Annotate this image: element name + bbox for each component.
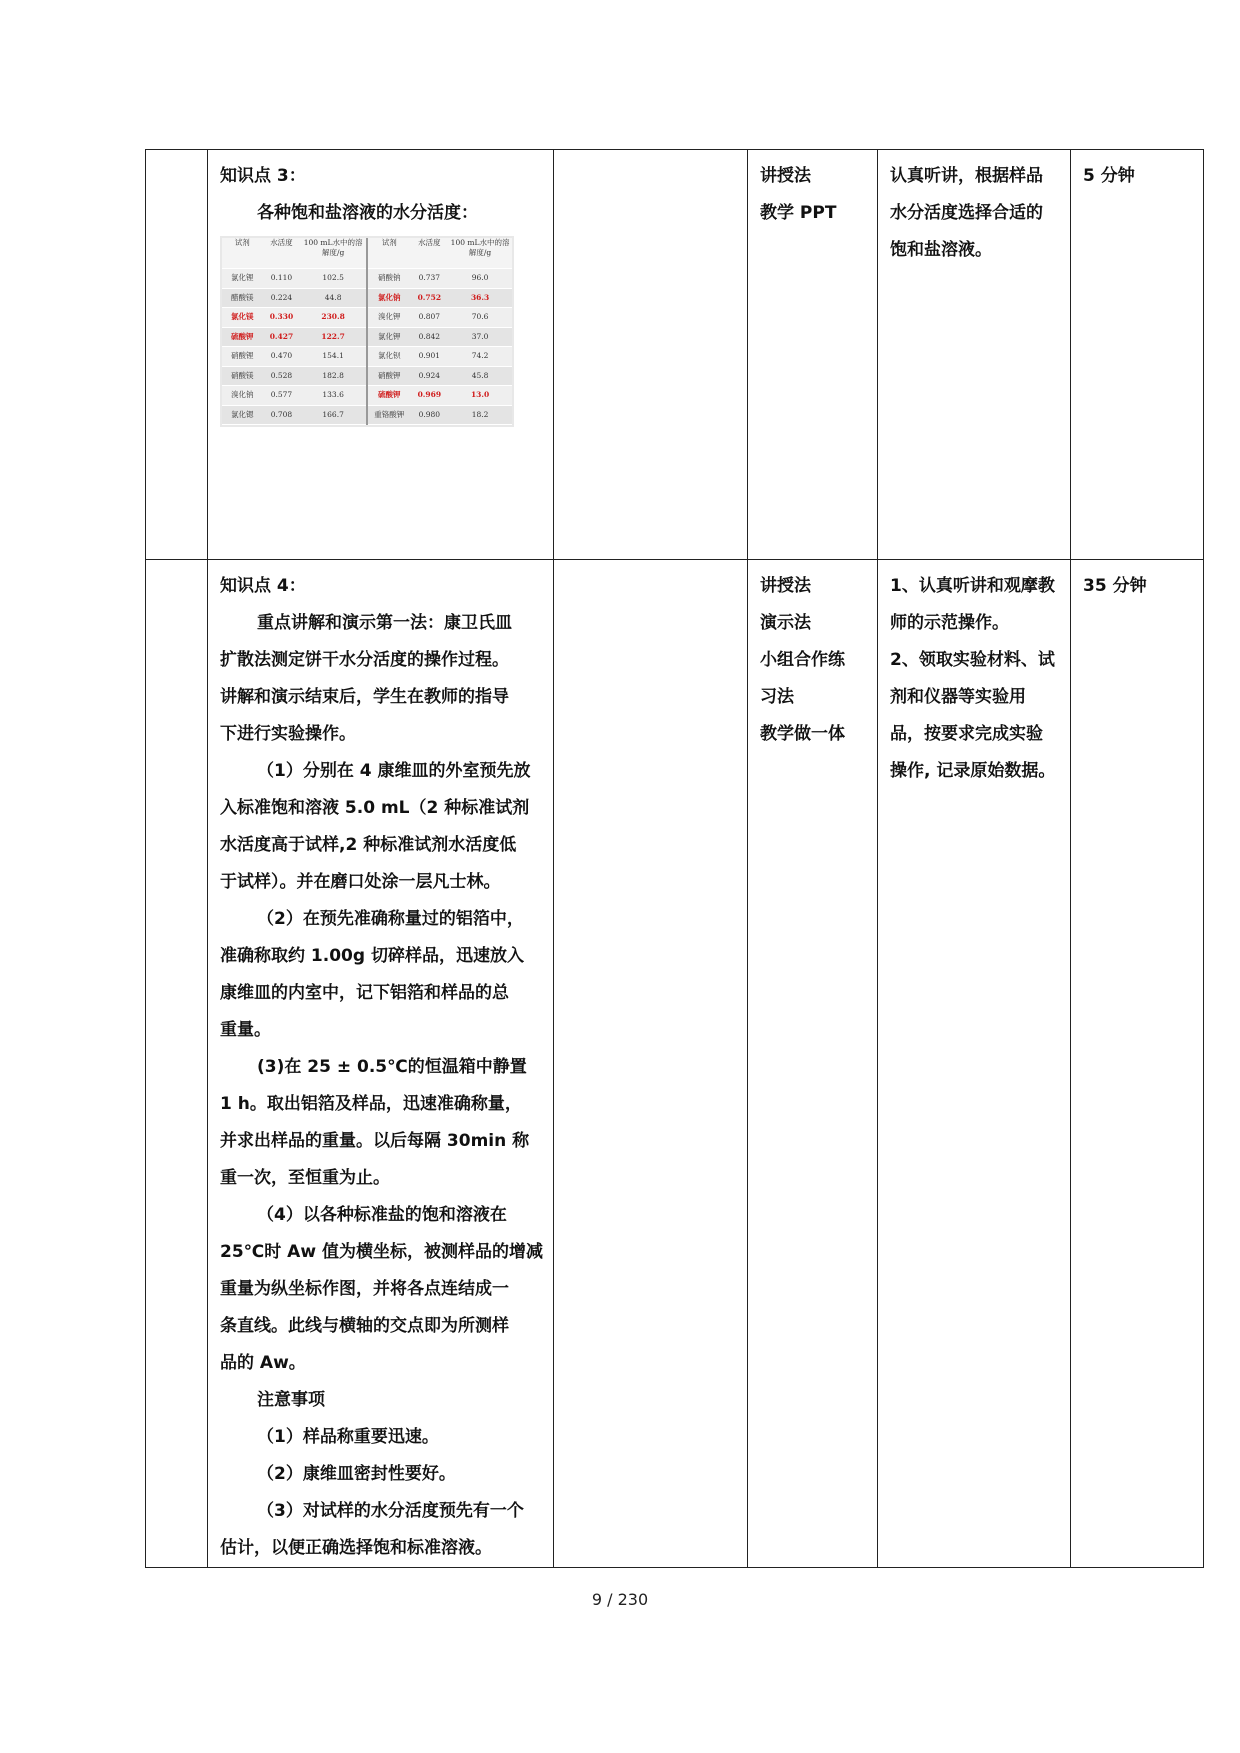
mini-table-cell: 0.110 — [263, 269, 301, 289]
content-line: 条直线。此线与横轴的交点即为所测样 — [220, 1316, 509, 1336]
content-line: 重量。 — [220, 1020, 271, 1040]
mini-table-cell: 0.842 — [410, 327, 448, 347]
content-cell — [208, 150, 554, 560]
empty-cell — [554, 150, 748, 560]
mini-table-row — [222, 366, 512, 386]
content-line: 注意事项 — [257, 1390, 325, 1410]
mini-table-cell: 0.752 — [410, 288, 448, 308]
salt-water-activity-table-image — [220, 236, 514, 427]
mini-table-cell: 硫酸钾 — [222, 327, 263, 347]
mini-table-cell: 96.0 — [448, 269, 512, 289]
mini-table-cell: 0.427 — [263, 327, 301, 347]
mini-table-cell: 硝酸钠 — [367, 269, 411, 289]
content-line: 于试样）。并在磨口处涂一层凡士林。 — [220, 872, 501, 892]
student-activity-line: 师的示范操作。 — [890, 613, 1009, 633]
mini-table-cell: 氯化镁 — [222, 308, 263, 328]
content-line: 并求出样品的重量。以后每隔 30min 称 — [220, 1131, 530, 1151]
mini-table-cell: 0.577 — [263, 386, 301, 406]
knowledge-point-title: 知识点 3： — [220, 166, 306, 186]
student-activity-line: 操作, 记录原始数据。 — [890, 761, 1056, 781]
mini-table-cell: 硫酸钾 — [367, 386, 411, 406]
student-activity-cell — [878, 150, 1071, 560]
empty-cell — [146, 150, 208, 560]
mini-table-row — [222, 405, 512, 425]
student-activity-line: 剂和仪器等实验用 — [890, 687, 1026, 707]
content-line: 扩散法测定饼干水分活度的操作过程。 — [220, 650, 509, 670]
content-line: 估计，以便正确选择饱和标准溶液。 — [220, 1538, 492, 1558]
content-line: 水活度高于试样,2 种标准试剂水活度低 — [220, 835, 517, 855]
mini-table-cell: 122.7 — [300, 327, 367, 347]
mini-table-cell: 70.6 — [448, 308, 512, 328]
knowledge-point-title: 知识点 4： — [220, 576, 306, 596]
mini-table-cell: 45.8 — [448, 366, 512, 386]
mini-table-cell: 硝酸钾 — [367, 366, 411, 386]
student-activity-line: 认真听讲，根据样品 — [890, 166, 1043, 186]
mini-table-header-cell: 试剂 — [222, 238, 263, 269]
content-line: 重点讲解和演示第一法：康卫氏皿 — [257, 613, 512, 633]
methods-cell — [748, 150, 878, 560]
mini-table-cell: 0.224 — [263, 288, 301, 308]
mini-table-cell: 硝酸锂 — [222, 347, 263, 367]
content-line: （2）康维皿密封性要好。 — [257, 1464, 456, 1484]
content-line: （1）样品称重要迅速。 — [257, 1427, 439, 1447]
knowledge-point-subtitle: 各种饱和盐溶液的水分活度： — [257, 203, 478, 223]
content-line: 1 h。取出铝箔及样品，迅速准确称量， — [220, 1094, 522, 1114]
mini-table-header-cell: 水活度 — [410, 238, 448, 269]
content-line: （2）在预先准确称量过的铝箔中， — [257, 909, 524, 929]
teaching-method: 教学做一体 — [760, 724, 845, 744]
content-line: （3）对试样的水分活度预先有一个 — [257, 1501, 524, 1521]
mini-table-cell: 230.8 — [300, 308, 367, 328]
mini-table-cell: 0.737 — [410, 269, 448, 289]
teaching-method: 教学 PPT — [760, 203, 837, 223]
student-activity-line: 1、认真听讲和观摩教 — [890, 576, 1055, 596]
content-line: 重量为纵坐标作图，并将各点连结成一 — [220, 1279, 509, 1299]
time-allocation: 5 分钟 — [1083, 166, 1135, 186]
mini-table-cell: 氯化钠 — [367, 288, 411, 308]
mini-table-cell: 溴化钾 — [367, 308, 411, 328]
mini-table-cell: 0.969 — [410, 386, 448, 406]
empty-cell — [146, 560, 208, 1568]
mini-table-header-cell: 100 mL水中的溶解度/g — [448, 238, 512, 269]
mini-table-cell: 重铬酸钾 — [367, 405, 411, 425]
content-line: （1）分别在 4 康维皿的外室预先放 — [257, 761, 531, 781]
mini-table-cell: 36.3 — [448, 288, 512, 308]
content-line: 品的 Aw。 — [220, 1353, 306, 1373]
mini-table-cell: 18.2 — [448, 405, 512, 425]
mini-table-row — [222, 288, 512, 308]
teaching-method: 讲授法 — [760, 166, 811, 186]
mini-table-row — [222, 327, 512, 347]
mini-table-cell: 74.2 — [448, 347, 512, 367]
mini-table-row — [222, 308, 512, 328]
content-line: 重一次，至恒重为止。 — [220, 1168, 390, 1188]
time-allocation: 35 分钟 — [1083, 576, 1147, 596]
mini-table-cell: 102.5 — [300, 269, 367, 289]
mini-table-header-cell: 试剂 — [367, 238, 411, 269]
student-activity-line: 饱和盐溶液。 — [890, 240, 992, 260]
methods-cell — [748, 560, 878, 1568]
mini-table-cell: 44.8 — [300, 288, 367, 308]
mini-table-cell: 0.330 — [263, 308, 301, 328]
content-line: (3)在 25 ± 0.5℃的恒温箱中静置 — [257, 1057, 527, 1077]
table-row — [146, 150, 1204, 560]
time-cell — [1071, 150, 1204, 560]
mini-table-row — [222, 386, 512, 406]
page-number: 9 / 230 — [591, 1590, 649, 1609]
mini-table-cell: 氯化锂 — [222, 269, 263, 289]
mini-table-cell: 0.807 — [410, 308, 448, 328]
mini-table-header — [222, 238, 512, 269]
mini-table-cell: 氯化钡 — [367, 347, 411, 367]
content-line: 入标准饱和溶液 5.0 mL（2 种标准试剂 — [220, 798, 530, 818]
mini-table-cell: 37.0 — [448, 327, 512, 347]
mini-table-header-cell: 水活度 — [263, 238, 301, 269]
mini-table-cell: 13.0 — [448, 386, 512, 406]
content-line: 下进行实验操作。 — [220, 724, 356, 744]
mini-table-cell: 0.528 — [263, 366, 301, 386]
mini-table-cell: 0.924 — [410, 366, 448, 386]
mini-table-cell: 醋酸镁 — [222, 288, 263, 308]
mini-table-cell: 0.901 — [410, 347, 448, 367]
salt-water-activity-table — [222, 238, 512, 425]
lesson-plan-table — [145, 149, 1204, 1568]
mini-table-cell: 154.1 — [300, 347, 367, 367]
mini-table-cell: 氯化钾 — [367, 327, 411, 347]
teaching-method: 习法 — [760, 687, 794, 707]
teaching-method: 小组合作练 — [760, 650, 845, 670]
mini-table-row — [222, 347, 512, 367]
mini-table-row — [222, 269, 512, 289]
student-activity-line: 水分活度选择合适的 — [890, 203, 1043, 223]
table-row — [146, 560, 1204, 1568]
teaching-method: 讲授法 — [760, 576, 811, 596]
student-activity-line: 品，按要求完成实验 — [890, 724, 1043, 744]
content-line: 准确称取约 1.00g 切碎样品，迅速放入 — [220, 946, 524, 966]
mini-table-header-cell: 100 mL水中的溶解度/g — [300, 238, 367, 269]
content-cell — [208, 560, 554, 1568]
time-cell — [1071, 560, 1204, 1568]
mini-table-cell: 133.6 — [300, 386, 367, 406]
teaching-method: 演示法 — [760, 613, 811, 633]
empty-cell — [554, 560, 748, 1568]
content-line: 康维皿的内室中，记下铝箔和样品的总 — [220, 983, 509, 1003]
mini-table-cell: 0.980 — [410, 405, 448, 425]
content-line: 讲解和演示结束后，学生在教师的指导 — [220, 687, 509, 707]
mini-table-cell: 溴化钠 — [222, 386, 263, 406]
mini-table-cell: 166.7 — [300, 405, 367, 425]
student-activity-line: 2、领取实验材料、试 — [890, 650, 1055, 670]
mini-table-cell: 0.470 — [263, 347, 301, 367]
mini-table-cell: 氯化锶 — [222, 405, 263, 425]
mini-table-cell: 硝酸镁 — [222, 366, 263, 386]
mini-table-cell: 182.8 — [300, 366, 367, 386]
content-line: （4）以各种标准盐的饱和溶液在 — [257, 1205, 507, 1225]
mini-table-cell: 0.708 — [263, 405, 301, 425]
student-activity-cell — [878, 560, 1071, 1568]
content-line: 25℃时 Aw 值为横坐标，被测样品的增减 — [220, 1242, 543, 1262]
